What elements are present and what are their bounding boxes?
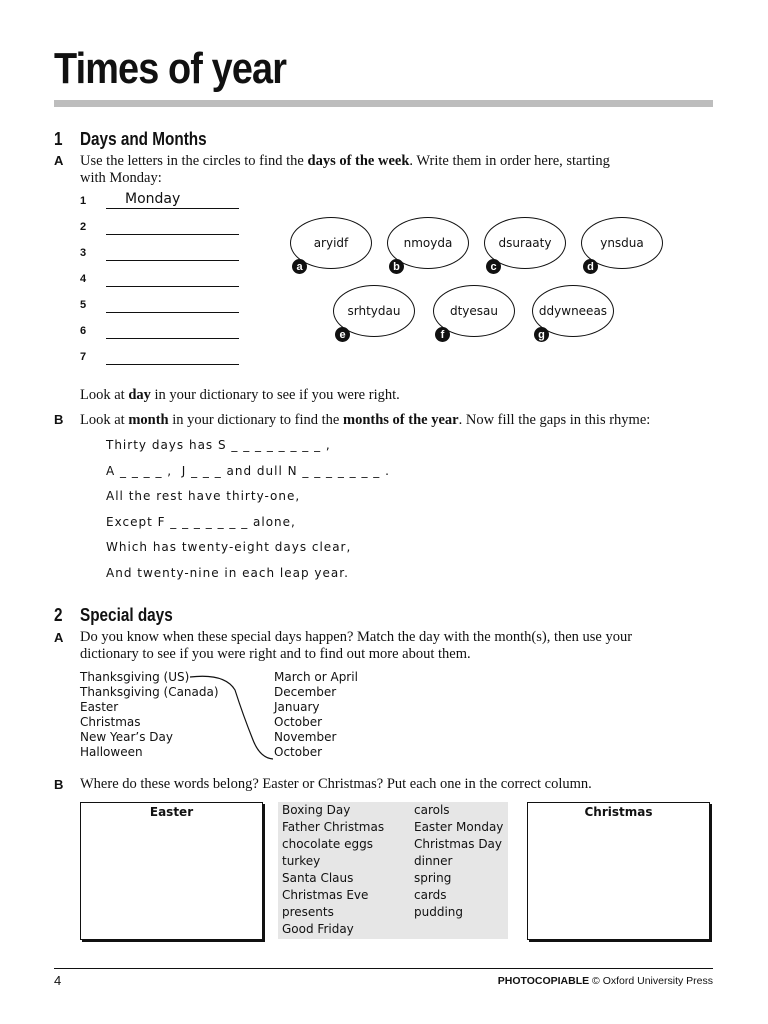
section1-heading: Days and Months: [80, 129, 207, 149]
section2-part-b-letter: B: [54, 777, 64, 792]
answer-number: 5: [80, 299, 87, 311]
special-day: Easter: [80, 700, 119, 714]
month-option: November: [274, 730, 337, 744]
answer-number: 3: [80, 247, 87, 259]
answer-line[interactable]: [106, 208, 239, 209]
answer-number: 4: [80, 273, 87, 285]
instruction-bold: month: [128, 412, 169, 428]
answer-number: 7: [80, 351, 87, 363]
word-bank-column-1: [282, 802, 384, 938]
word-bank-item[interactable]: pudding: [414, 905, 464, 919]
answer-line[interactable]: [106, 338, 239, 339]
word-bank-item[interactable]: dinner: [414, 854, 453, 868]
answer-line[interactable]: [106, 364, 239, 365]
section1-part-b-letter: B: [54, 412, 64, 427]
month-option: December: [274, 685, 337, 699]
word-bank-item[interactable]: Good Friday: [282, 922, 354, 936]
christmas-column-heading: Christmas: [584, 805, 653, 819]
special-day: Christmas: [80, 715, 141, 729]
answer-number: 1: [80, 195, 87, 207]
circle-label-badge: c: [486, 259, 501, 274]
answer-line[interactable]: [106, 312, 239, 313]
answer-line[interactable]: [106, 234, 239, 235]
section1-check-text: [80, 387, 400, 404]
circle-label-badge: d: [583, 259, 598, 274]
word-bank-item[interactable]: carols: [414, 803, 450, 817]
circle-label-badge: g: [534, 327, 549, 342]
circle-label-badge: e: [335, 327, 350, 342]
scrambled-word: nmoyda: [403, 236, 453, 250]
rhyme-line: Which has twenty-eight days clear,: [106, 540, 352, 554]
rhyme-line: A _ _ _ _ , J _ _ _ and dull N _ _ _ _ _ _ _ .: [106, 463, 390, 478]
matching-example-line: [185, 670, 285, 770]
instruction-text: . Write them in order here, starting: [409, 153, 610, 169]
word-bank-item[interactable]: Christmas Eve: [282, 888, 369, 902]
rhyme-line: All the rest have thirty-one,: [106, 489, 301, 503]
circle-label-badge: a: [292, 259, 307, 274]
section1-part-a-instruction: [80, 153, 610, 170]
special-day: Halloween: [80, 745, 143, 759]
page-number: 4: [54, 973, 62, 988]
special-day: New Year’s Day: [80, 730, 173, 744]
rhyme-line: And twenty-nine in each leap year.: [106, 565, 349, 580]
circle-label-badge: f: [435, 327, 450, 342]
word-bank-item[interactable]: turkey: [282, 854, 321, 868]
answer-number: 2: [80, 221, 87, 233]
instruction-text: Use the letters in the circles to find the: [80, 153, 308, 169]
instruction-bold: days of the week: [307, 153, 410, 169]
section1-number: 1: [54, 129, 63, 149]
check-text: Look at: [80, 387, 129, 403]
instruction-text: . Now fill the gaps in this rhyme:: [458, 412, 651, 428]
word-bank-item[interactable]: presents: [282, 905, 334, 919]
month-option: October: [274, 745, 323, 759]
word-bank-item[interactable]: Father Christmas: [282, 820, 385, 834]
answer-number: 6: [80, 325, 87, 337]
word-bank-item[interactable]: spring: [414, 871, 452, 885]
footer-rule: [54, 968, 713, 969]
word-bank-item[interactable]: chocolate eggs: [282, 837, 373, 851]
month-option: October: [274, 715, 323, 729]
instruction-text: in your dictionary to find the: [168, 412, 343, 428]
section2-heading: Special days: [80, 605, 173, 625]
section2-part-a-letter: A: [54, 630, 64, 645]
instruction-text: Look at: [80, 412, 129, 428]
section2-part-b-instruction: Where do these words belong? Easter or Christmas? Put each one in the correct column.: [80, 776, 592, 792]
copyright-text: © Oxford University Press: [589, 975, 713, 987]
month-option: January: [274, 700, 320, 714]
check-text: in your dictionary to see if you were right.: [150, 387, 400, 403]
section1-part-b-instruction: [80, 412, 650, 429]
easter-column-heading: Easter: [149, 805, 194, 819]
answer-line[interactable]: [106, 260, 239, 261]
scrambled-word: dtyesau: [449, 304, 499, 318]
section2-number: 2: [54, 605, 63, 625]
scrambled-word: dsuraaty: [498, 236, 552, 250]
scrambled-word: ynsdua: [600, 236, 644, 250]
footer-credit: [498, 975, 713, 987]
section1-part-a-instruction-2: with Monday:: [80, 170, 162, 186]
section2-part-a-instruction: Do you know when these special days happen? Match the day with the month(s), then use your: [80, 629, 633, 645]
scrambled-word: aryidf: [313, 236, 349, 250]
section1-part-a-letter: A: [54, 153, 64, 168]
answer-value[interactable]: Monday: [125, 191, 181, 207]
check-bold: day: [128, 387, 151, 403]
answer-line[interactable]: [106, 286, 239, 287]
word-bank-item[interactable]: Santa Claus: [282, 871, 354, 885]
word-bank-item[interactable]: Easter Monday: [414, 820, 504, 834]
rhyme-line: Except F _ _ _ _ _ _ _ alone,: [106, 514, 296, 529]
special-day: Thanksgiving (US): [80, 670, 190, 684]
word-bank-column-2: [414, 802, 503, 921]
circle-label-badge: b: [389, 259, 404, 274]
word-bank-item[interactable]: Boxing Day: [282, 803, 351, 817]
rhyme-line: Thirty days has S _ _ _ _ _ _ _ _ ,: [106, 438, 331, 452]
title-rule: [54, 100, 713, 107]
special-day: Thanksgiving (Canada): [80, 685, 219, 699]
word-bank-item[interactable]: cards: [414, 888, 447, 902]
section2-part-a-instruction-2: dictionary to see if you were right and to find out more about them.: [80, 646, 471, 662]
instruction-bold: months of the year: [343, 412, 459, 428]
month-option: March or April: [274, 670, 358, 684]
christmas-column-box[interactable]: [527, 802, 710, 940]
scrambled-word: srhtydau: [347, 304, 401, 318]
photocopiable-label: PHOTOCOPIABLE: [497, 975, 590, 987]
word-bank: [278, 802, 508, 939]
scrambled-word: ddywneeas: [538, 304, 608, 318]
page-title: Times of year: [54, 44, 287, 93]
easter-column-box[interactable]: [80, 802, 263, 940]
word-bank-item[interactable]: Christmas Day: [414, 837, 503, 851]
